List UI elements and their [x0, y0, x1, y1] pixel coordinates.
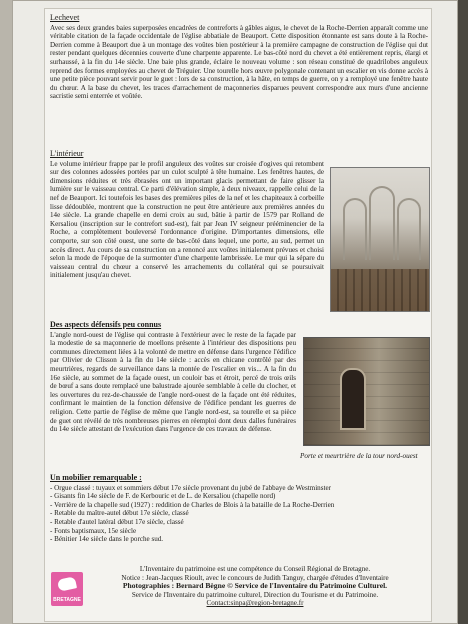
mobilier-item: - Retable d'autel latéral début 17e siècle, classé [50, 517, 184, 526]
footer-line3: Photographies : Bernard Bègne © Service de l'Inventaire du Patrimoine Culturel. [122, 581, 388, 591]
heading-lechevet: Lechevet [50, 13, 80, 22]
bird-icon [57, 576, 77, 591]
contact-link[interactable]: Contact:sinpa@region-bretagne.fr [206, 599, 304, 608]
text-defensifs: L'angle nord-ouest de l'église qui contraste à l'extérieur avec le reste de la façade par la modestie de sa maçonnerie de moellons présente à l'intérieur des dispositions peu communes directement liées à la volonté de mettre en défense dans l'urgence l'édifice par Olivier de Clisson à la fin du 14e siècle : accès en chicane contrôlé par des meurtrières, regards de surveillance dans la montée de l'escalier en vis... A la fin du 16e siècle, au sommet de la façade ouest, un couloir bas et étroit, percé de trois œils de bœuf a sans doute remplacé une balustrade ajourée semblable à celle du clocher, et les ouvertures du rez-de-chaussée de l'angle nord-ouest de la façade ont été réduites, confirmant le maintien de la fonction défensive de l'édifice pendant les guerres de religion. Cette partie de l'église de même que l'angle nord-est, sa tourelle et sa pièce de guet ont révélé de très nombreuses pierres en réemploi dont deux dalles funéraires du 14e siècle attestant de l'exécution dans l'urgence de ces travaux de défense. [50, 330, 296, 434]
logo-text: BRETAGNE [53, 597, 81, 603]
footer-line2: Notice : Jean-Jacques Rioult, avec le concours de Judith Tanguy, chargée d'études d'Inventaire [121, 573, 389, 582]
mobilier-item: - Verrière de la chapelle sud (1927) : reddition de Charles de Blois à la bataille de La Roche-Derrien [50, 500, 335, 509]
heading-defensifs: Des aspects défensifs peu connus [50, 320, 162, 329]
mobilier-item: - Fonts baptismaux, 15e siècle [50, 526, 137, 535]
footer [100, 565, 410, 608]
section-defensifs [50, 321, 296, 440]
mobilier-item: - Orgue classé : tuyaux et sommiers début 17e siècle provenant du jubé de l'abbaye de Westminster [50, 483, 331, 492]
section-mobilier [50, 474, 350, 544]
heading-interieur: L'intérieur [50, 149, 84, 158]
section-lechevet [50, 14, 428, 107]
mobilier-item: - Bénitier 14e siècle dans le porche sud. [50, 535, 164, 544]
photo-interior-nave [330, 167, 430, 312]
text-lechevet: Avec ses deux grandes baies superposées encadrées de contreforts à gâbles aigus, le chevet de la Roche-Derrien apparaît comme une véritable citation de la façade occidentale de l'église abbatiale de Beauport. Cette disposition étonnante est sans doute à la Roche-Derrien comme à Beauport due à un montage des voûtes bien postérieur à la première campagne de construction de l'église qui dut rester pendant quelques décennies couverte d'une charpente apparente. Le bas-côté nord du chevet a été entièrement repris, élargi et surhaussé, à la fin du 14e siècle. Une baie plus grande, éclaire le nouveau volume : son réseau constitué de quadrilobes anguleux reprend des formes employées au chevet de Tréguier. Une tourelle hors œuvre polygonale contenant un escalier en vis donne accès à une petite pièce pouvant servir pour le guet : lors de sa construction, à la hâte, en temps de guerre, on y a remployé une fenêtre haute du chœur. A la base du chevet, les traces d'arrachement de maçonneries disparues peuvent correspondre aux murs d'une ancienne sacristie semi enterrée et voûtée. [50, 23, 428, 101]
mobilier-item: - Gisants fin 14e siècle de F. de Kerbouric et de L. de Kersaliou (chapelle nord) [50, 492, 276, 501]
heading-mobilier: Un mobilier remarquable : [50, 473, 142, 482]
photo-tower-door [303, 337, 430, 446]
right-edge [458, 0, 468, 624]
mobilier-item: - Retable du maître-autel début 17e siècle, classé [50, 509, 189, 518]
text-interieur: Le volume intérieur frappe par le profil anguleux des voûtes sur croisée d'ogives qui retombent sur des colonnes adossées portées par un culot sculpté à tête humaine. Les fenêtres hautes, de dimensions réduites et très ébrasées ont un important glacis permettant de faire glisser la lumière sur le vaisseau central. Ce parti d'élévation simple, à deux niveaux, rappelle celui de la nef de Beauport. Ici toutefois les bases des premières piles de la nef et les chapiteaux à corbeille lisse dédoublée, montrent que la construction ne peut être antérieure aux premières années du 14e siècle. La grande chapelle en demi croix au sud, bâtie à partir de 1579 par Rolland de Kersaliou (inscription sur le contrefort sud-est), fait par Jean IV seigneur prééminencier de la Roche, a complètement bouleversé l'ordonnance d'origine. D'importantes dimensions, elle comporte, sur son côté ouest, une sorte de bas-côté dans lequel, une porte, au sud, permet un accès direct. Au cours de sa construction on a renoncé aux voûtes initialement prévues et choisi selon la mode de l'époque de la surmonter d'une charpente lambrissée. Le mur qui la sépare du vaisseau central du chœur a conservé les arrachements du collatéral qui se poursuivait initialement jusqu'au chevet. [50, 159, 324, 280]
caption-tower-door: Porte et meurtrière de la tour nord-ouest [300, 452, 418, 460]
bretagne-logo [51, 572, 83, 606]
section-interieur [50, 150, 324, 286]
footer-line4: Service de l'Inventaire du patrimoine culturel, Direction du Tourisme et du Patrimoine. [131, 590, 379, 599]
footer-line1: L'Inventaire du patrimoine est une compétence du Conseil Régional de Bretagne. [139, 565, 371, 573]
